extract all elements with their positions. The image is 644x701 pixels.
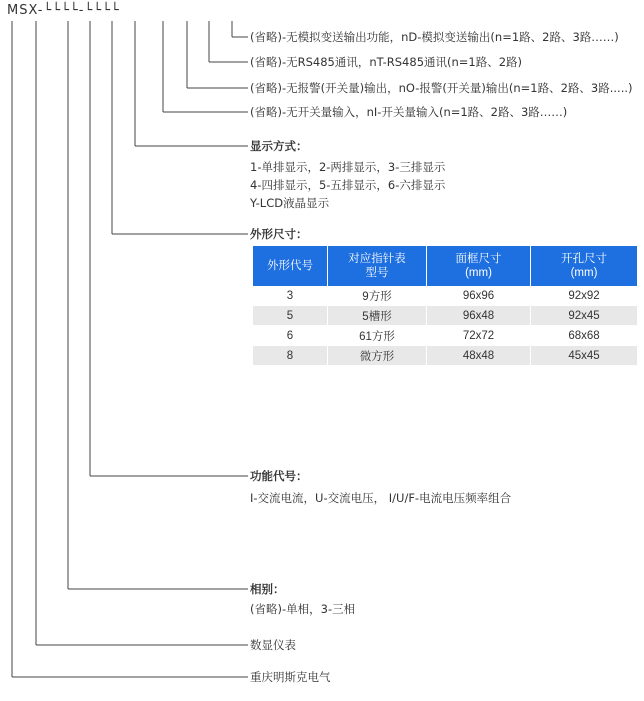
table-header-row xyxy=(253,246,637,286)
header-line: (mm) xyxy=(465,267,492,279)
header-line: 开孔尺寸 xyxy=(561,253,607,265)
display-mode-title: 显示方式： xyxy=(250,139,308,153)
cell-pointer-model: 61方形 xyxy=(328,326,427,346)
display-mode-line: Y-LCD液晶显示 xyxy=(250,196,330,210)
cell-cutout-size: 68x68 xyxy=(531,326,638,346)
product-label: 数显仪表 xyxy=(250,638,296,652)
cell-cutout-size: 92x45 xyxy=(531,306,638,326)
cell-pointer-model: 5槽形 xyxy=(328,306,427,326)
cell-frame-size: 96x96 xyxy=(427,286,531,306)
cell-frame-size: 96x48 xyxy=(427,306,531,326)
header-line: 面框尺寸 xyxy=(455,253,502,265)
option-rs485: (省略)-无RS485通讯，nT-RS485通讯(n=1路、2路) xyxy=(250,55,523,69)
display-mode-line: 4-四排显示，5-五排显示，6-六排显示 xyxy=(250,178,446,192)
option-switch-input: (省略)-无开关量输入，nI-开关量输入(n=1路、2路、3路……) xyxy=(250,105,568,119)
header-line: 对应指针表 xyxy=(348,253,406,265)
table-row xyxy=(253,286,637,306)
cell-code: 6 xyxy=(253,326,328,346)
header-line: 型号 xyxy=(365,267,389,279)
phase-title: 相别： xyxy=(250,582,285,596)
size-table xyxy=(253,246,637,366)
cell-pointer-model: 微方形 xyxy=(328,346,427,366)
table-row xyxy=(253,306,637,326)
display-mode-line: 1-单排显示，2-两排显示，3-三排显示 xyxy=(250,160,446,174)
cell-cutout-size: 45x45 xyxy=(531,346,638,366)
function-code-title: 功能代号： xyxy=(250,469,308,483)
cell-pointer-model: 9方形 xyxy=(328,286,427,306)
size-title: 外形尺寸： xyxy=(250,227,308,241)
header-line: (mm) xyxy=(570,267,598,279)
cell-frame-size: 48x48 xyxy=(427,346,531,366)
col-header-code xyxy=(253,246,328,286)
table-row xyxy=(253,326,637,346)
option-analog-output: (省略)-无模拟变送输出功能，nD-模拟变送输出(n=1路、2路、3路……) xyxy=(250,30,619,44)
function-code-text: I-交流电流，U-交流电压， I/U/F-电流电压频率组合 xyxy=(250,491,512,505)
cell-code: 3 xyxy=(253,286,328,306)
cell-frame-size: 72x72 xyxy=(427,326,531,346)
cell-code: 8 xyxy=(253,346,328,366)
company-label: 重庆明斯克电气 xyxy=(250,670,331,684)
col-header-pointer-model xyxy=(328,246,427,286)
col-header-frame-size xyxy=(427,246,531,286)
table-row xyxy=(253,346,637,366)
model-code: MSX-└└└└-└└└└ xyxy=(7,3,120,18)
option-alarm-output: (省略)-无报警(开关量)输出，nO-报警(开关量)输出(n=1路、2路、3路.....) xyxy=(250,81,633,95)
cell-code: 5 xyxy=(253,306,328,326)
header-line: 外形代号 xyxy=(267,260,313,272)
phase-text: (省略)-单相，3-三相 xyxy=(250,602,356,616)
col-header-cutout-size xyxy=(531,246,638,286)
cell-cutout-size: 92x92 xyxy=(531,286,638,306)
